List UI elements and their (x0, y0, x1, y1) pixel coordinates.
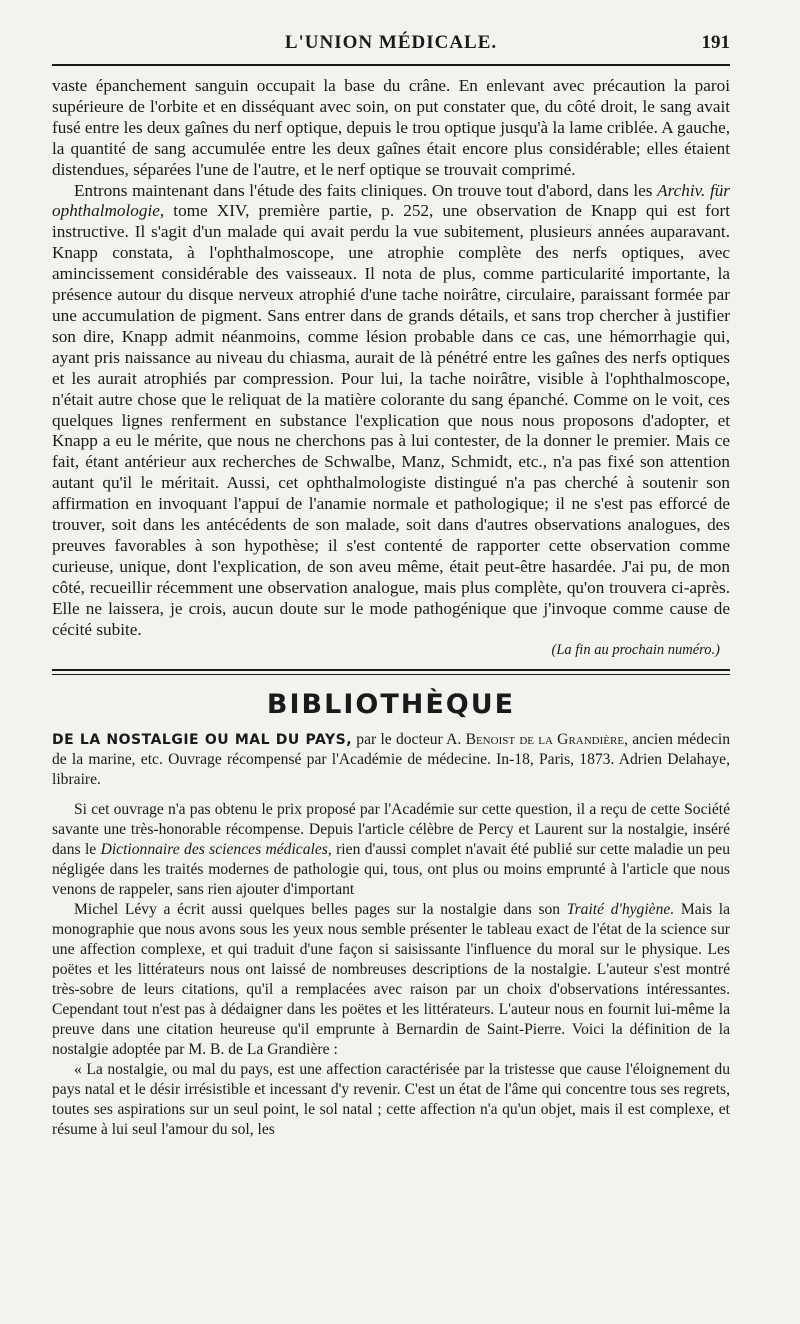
article-text: Entrons maintenant dans l'étude des faits cliniques. On trouve tout d'abord, dans les (74, 180, 658, 200)
page-number: 191 (701, 32, 730, 53)
review-paragraph (52, 800, 730, 900)
entry-details: , ancien médecin de la marine, etc. Ouvrage récompensé par l'Académie de médecine. In-18, Paris, 1873. Adrien Delahaye, libraire. (52, 731, 730, 789)
running-head (52, 28, 730, 58)
journal-reference: Archiv. für ophthalmologie (52, 180, 730, 221)
journal-title: L'UNION MÉDICALE. (284, 32, 498, 53)
page (52, 28, 730, 1140)
review-text: Mais la monographie que nous avons sous les yeux nous semble présenter le tableau exact de l'état de la science sur une affection complexe, et qui traduit d'une façon si saisissante l'influence du moral sur le physique. Les poëtes et les littérateurs nous ont laissé de nombreuses descriptions de la nostalgie. L'auteur s'est montré très-sobre de leurs citations, qu'il a remplacées avec raison par un choix d'observations intéressantes. Cependant tout n'est pas à dédaigner dans les poëtes et les littérateurs. L'auteur nous en fournit lui-même la preuve dans une citation heureuse qu'il emprunte à Bernardin de Saint-Pierre. Voici la définition de la nostalgie adoptée par M. B. de La Grandière : (52, 901, 730, 1059)
review-text: , rien d'aussi complet n'avait été publié sur cette maladie un peu négligée dans les traités modernes de pathologie qui, tous, ont plus ou moins emprunté à l'article que nous venons de rappeler, sans rien ajouter d'important (52, 841, 731, 899)
bibliography-entry (52, 730, 730, 790)
review-paragraph (52, 900, 730, 1060)
review-text: Michel Lévy a écrit aussi quelques belles pages sur la nostalgie dans son (74, 901, 567, 919)
spacer (52, 790, 730, 800)
review-paragraph (52, 1060, 730, 1140)
article-text: , tome XIV, première partie, p. 252, une observation de Knapp qui est fort instructive. Il s'agit d'un malade qui avait perdu la vue subitement, plusieurs années auparavant. Knapp constata, à l'ophthalmoscope, une atrophie complète des nerfs optiques, avec amincissement considérable des vaisseaux. Il nota de plus, comme particularité importante, la présence autour du disque nerveux atrophié d'une tache noirâtre, circulaire, paraissant formée par une accumulation de pigment. Sans entrer dans de grands détails, et sans trop chercher à justifier son dire, Knapp admit néanmoins, comme lésion probable dans ce cas, une hémorrhagie qui, ayant pris naissance au niveau du chiasma, aurait de là pénétré entre les gaînes des nerfs optiques et les aurait atrophiés par compression. Pour lui, la tache noirâtre, visible à l'ophthalmoscope, n'était autre chose que le reliquat de la matière colorante du sang épanché. Comme on le voit, ces quelques lignes renferment en substance l'explication que nous nous proposons d'adopter, et Knapp a eu le mérite, que nous ne cherchons pas à lui contester, de la donner le premier. Mais ce fait, étant antérieur aux recherches de Schwalbe, Manz, Schmidt, etc., n'a pas fixé son attention autant qu'il le méritait. Aussi, cet ophthalmologiste distingué n'a pas cherché à soutenir son affirmation en invoquant l'appui de l'anamie normale et pathologique; il ne s'est pas efforcé de trouver, soit dans les antécédents de son malade, soit dans d'autres observations analogues, des preuves favorables à son hypothèse; il s'est contenté de rapporter cette observation comme curieuse, unique, dont l'explication, de son aveu même, était peut-être hasardée. J'ai pu, de mon côté, recueillir récemment une observation analogue, mais plus complète, qu'on trouvera ci-après. Elle ne laissera, je crois, aucun doute sur le mode pathogénique que j'invoque comme cause de cécité subite. (52, 201, 730, 639)
book-title: DE LA NOSTALGIE OU MAL DU PAYS, (52, 732, 353, 749)
article-text: vaste épanchement sanguin occupait la base du crâne. En enlevant avec précaution la paroi supérieure de l'orbite et en disséquant avec soin, on put constater que, du côté droit, le sang avait fusé entre les deux gaînes du nerf optique, depuis le trou optique jusqu'à la lame criblée. A gauche, la quantité de sang accumulée entre les deux gaînes était encore plus considérable; elles étaient distendues, séparées l'une de l'autre, et le nerf optique se trouvait comprimé. (52, 76, 730, 179)
article-paragraph (52, 76, 730, 181)
quoted-definition: « La nostalgie, ou mal du pays, est une affection caractérisée par la tristesse que cause l'éloignement du pays natal et le désir irrésistible et incessant d'y revenir. C'est un état de l'âme qui concentre tous ses regrets, toutes ses aspirations sur un seul point, le sol natal ; cette affection n'a qu'un objet, mais il est complexe, et résume à lui seul l'amour du sol, les (52, 1061, 730, 1139)
article-paragraph (52, 181, 730, 641)
section-title: BIBLIOTHÈQUE (266, 689, 516, 721)
review-body (52, 800, 730, 1140)
section-divider (52, 669, 730, 675)
cited-work: Traité d'hygiène. (566, 901, 675, 919)
book-author: Benoist de la Grandière (465, 731, 625, 749)
entry-by: par le docteur A. (352, 731, 466, 749)
cited-work: Dictionnaire des sciences médicales (100, 841, 328, 859)
continuation-note: (La fin au prochain numéro.) (551, 642, 720, 659)
review-text: Si cet ouvrage n'a pas obtenu le prix proposé par l'Académie sur cette question, il a reçu de cette Société savante une très-honorable récompense. Depuis l'article célèbre de Percy et Laurent sur la nostalgie, inséré dans le (52, 801, 730, 859)
article-body (52, 76, 730, 659)
header-rule (52, 64, 730, 66)
